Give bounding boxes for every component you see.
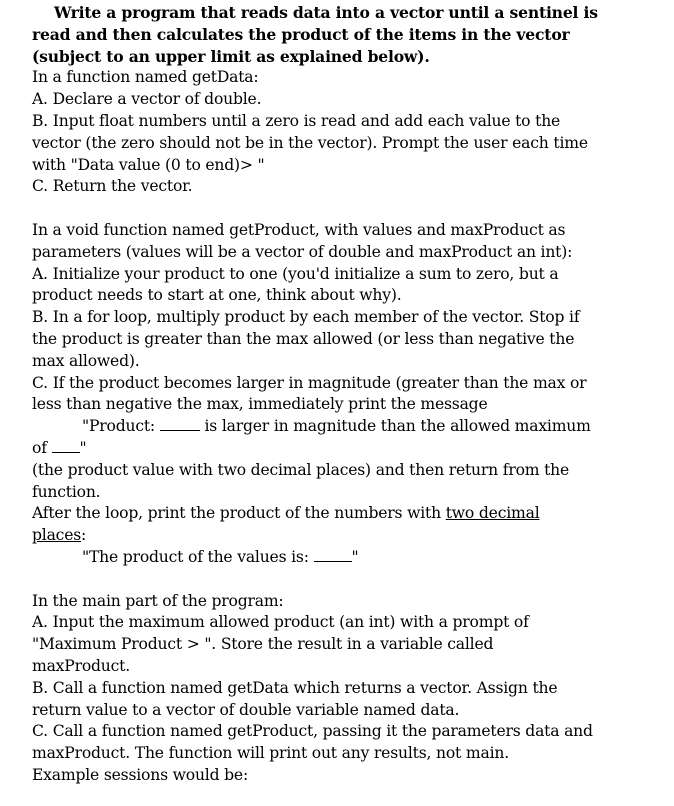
getproduct-line-6: the product is greater than the max allowed (or less than negative the — [32, 329, 575, 348]
getproduct-line-5: B. In a for loop, multiply product by each member of the vector. Stop if — [32, 308, 580, 327]
after-loop-underlined: two decimal — [445, 504, 540, 523]
paragraph-spacer — [32, 569, 668, 591]
after-loop-line-1 — [32, 503, 668, 525]
quote1-post: is larger in magnitude than the allowed maximum — [199, 417, 591, 436]
after-loop-line-2 — [32, 525, 668, 547]
getdata-line-6: C. Return the vector. — [32, 177, 193, 196]
quote1-cont-post: " — [79, 438, 87, 457]
getdata-line-5: with "Data value (0 to end)> " — [32, 155, 265, 174]
quote2-post: " — [351, 547, 359, 566]
getproduct-line-4: product needs to start at one, think about why). — [32, 286, 402, 305]
getproduct-line-2: parameters (values will be a vector of double and maxProduct an int): — [32, 242, 573, 261]
main-line-4: maxProduct. — [32, 656, 130, 675]
main-line-6: return value to a vector of double variable named data. — [32, 700, 460, 719]
after-loop-pre: After the loop, print the product of the numbers with — [32, 504, 446, 523]
getdata-line-2: A. Declare a vector of double. — [32, 90, 262, 109]
quote1-cont-pre: of — [32, 438, 52, 457]
main-line-3: "Maximum Product > ". Store the result in a variable called — [32, 635, 494, 654]
main-line-7: C. Call a function named getProduct, passing it the parameters data and — [32, 722, 593, 741]
after-loop-post: : — [81, 526, 87, 545]
getproduct-line-8: C. If the product becomes larger in magnitude (greater than the max or — [32, 373, 587, 392]
fill-in-blank — [160, 418, 200, 431]
after-quote-line-2: function. — [32, 482, 101, 501]
main-line-1: In the main part of the program: — [32, 591, 284, 610]
getdata-line-1: In a function named getData: — [32, 68, 259, 87]
getdata-line-4: vector (the zero should not be in the vector). Prompt the user each time — [32, 133, 588, 152]
heading-line-3: (subject to an upper limit as explained below). — [32, 46, 430, 66]
main-line-2: A. Input the maximum allowed product (an int) with a prompt of — [32, 613, 529, 632]
getproduct-line-1: In a void function named getProduct, with values and maxProduct as — [32, 220, 566, 239]
getproduct-line-7: max allowed). — [32, 351, 140, 370]
after-loop-underlined-2: places — [32, 526, 82, 545]
fill-in-blank — [314, 549, 352, 562]
product-message-quote — [32, 416, 668, 438]
getproduct-line-9: less than negative the max, immediately print the message — [32, 395, 488, 414]
getdata-line-3: B. Input float numbers until a zero is read and add each value to the — [32, 111, 561, 130]
getproduct-line-3: A. Initialize your product to one (you'd initialize a sum to zero, but a — [32, 264, 559, 283]
quote2-pre: "The product of the values is: — [82, 547, 314, 566]
main-line-5: B. Call a function named getData which returns a vector. Assign the — [32, 678, 558, 697]
final-product-quote — [32, 547, 668, 569]
heading-line-2: read and then calculates the product of the items in the vector — [32, 24, 570, 44]
after-quote-line-1: (the product value with two decimal places) and then return from the — [32, 460, 570, 479]
main-line-9: Example sessions would be: — [32, 765, 248, 784]
main-line-8: maxProduct. The function will print out any results, not main. — [32, 744, 509, 763]
paragraph-spacer — [32, 198, 668, 220]
fill-in-blank — [52, 440, 80, 453]
product-message-continuation — [32, 438, 668, 460]
assignment-document — [32, 2, 668, 787]
quote1-pre: "Product: — [82, 417, 160, 436]
heading-line-1: Write a program that reads data into a vector until a sentinel is — [54, 3, 598, 22]
